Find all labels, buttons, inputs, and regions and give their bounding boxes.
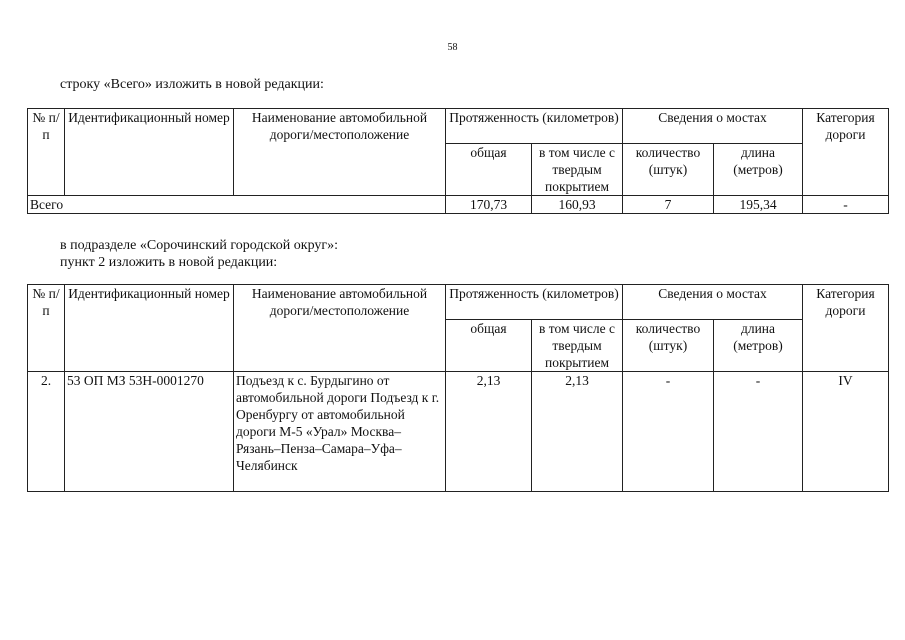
header-name: Наименование автомобильной дороги/местоположение xyxy=(234,285,446,372)
total-category: - xyxy=(803,196,889,214)
total-length-total: 170,73 xyxy=(446,196,532,214)
header-length-paved: в том числе с твердым покрытием xyxy=(532,320,623,372)
header-num: № п/п xyxy=(28,109,65,196)
table-row xyxy=(28,196,889,214)
item-bridges-count: - xyxy=(623,372,714,492)
item-id: 53 ОП МЗ 53Н-0001270 xyxy=(65,372,234,492)
header-id: Идентификационный номер xyxy=(65,285,234,372)
header-bridges: Сведения о мостах xyxy=(623,109,803,144)
subsection-paragraph: в подразделе «Сорочинский городской округ»: xyxy=(60,238,339,253)
item-bridges-length: - xyxy=(714,372,803,492)
total-length-paved: 160,93 xyxy=(532,196,623,214)
item-paragraph: пункт 2 изложить в новой редакции: xyxy=(60,255,278,270)
item-length-paved: 2,13 xyxy=(532,372,623,492)
table-row xyxy=(28,372,889,492)
header-bridges-length: длина (метров) xyxy=(714,144,803,196)
header-category: Категория дороги xyxy=(803,109,889,196)
header-length: Протяженность (километров) xyxy=(446,109,623,144)
header-id: Идентификационный номер xyxy=(65,109,234,196)
total-bridges-length: 195,34 xyxy=(714,196,803,214)
total-bridges-count: 7 xyxy=(623,196,714,214)
header-category: Категория дороги xyxy=(803,285,889,372)
header-name: Наименование автомобильной дороги/местоположение xyxy=(234,109,446,196)
item-table xyxy=(27,284,889,492)
totals-table xyxy=(27,108,889,214)
header-length: Протяженность (километров) xyxy=(446,285,623,320)
header-bridges: Сведения о мостах xyxy=(623,285,803,320)
item-category: IV xyxy=(803,372,889,492)
header-bridges-count: количество (штук) xyxy=(623,320,714,372)
header-num: № п/п xyxy=(28,285,65,372)
header-bridges-length: длина (метров) xyxy=(714,320,803,372)
header-length-total: общая xyxy=(446,144,532,196)
header-length-total: общая xyxy=(446,320,532,372)
page-number: 58 xyxy=(447,42,458,53)
total-label: Всего xyxy=(28,196,446,214)
item-length-total: 2,13 xyxy=(446,372,532,492)
item-name: Подъезд к с. Бурдыгино от автомобильной дороги Подъезд к г. Оренбургу от автомобильной дороги М-5 «Урал» Москва–Рязань–Пенза–Самара–Уфа–Челябинск xyxy=(234,372,446,492)
header-bridges-count: количество (штук) xyxy=(623,144,714,196)
intro-paragraph: строку «Всего» изложить в новой редакции: xyxy=(60,77,324,92)
header-length-paved: в том числе с твердым покрытием xyxy=(532,144,623,196)
item-num: 2. xyxy=(28,372,65,492)
